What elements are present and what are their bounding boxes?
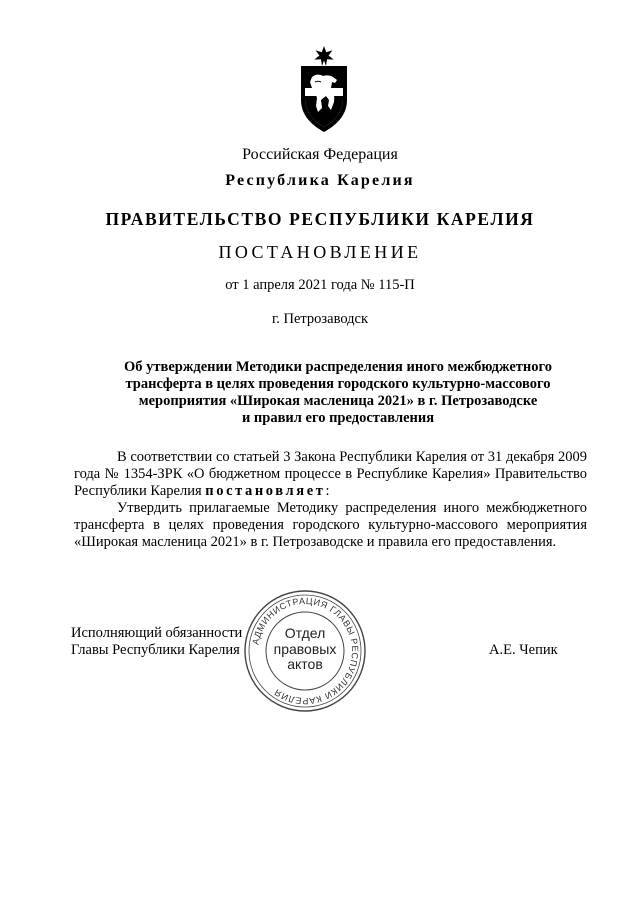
resolution-verb: постановляет — [205, 483, 326, 499]
document-body — [74, 449, 587, 551]
signatory-name: А.Е. Чепик — [489, 642, 558, 658]
stamp-ring-text: АДМИНИСТРАЦИЯ ГЛАВЫ РЕСПУБЛИКИ КАРЕЛИЯ — [250, 595, 361, 707]
republic-name: Республика Карелия — [225, 172, 415, 189]
document-type: ПОСТАНОВЛЕНИЕ — [218, 242, 422, 262]
body-paragraph-1 — [74, 449, 587, 500]
document-subject — [60, 359, 616, 427]
document-date-number: от 1 апреля 2021 года № 115-П — [225, 277, 415, 293]
stamp-line: Отдел — [284, 625, 326, 641]
subject-line: мероприятия «Широкая масленица 2021» в г. Петрозаводске — [138, 393, 538, 409]
coat-of-arms-emblem — [295, 44, 353, 134]
subject-line: трансферта в целях проведения городского культурно-массового — [125, 376, 551, 392]
signatory-title-line: Исполняющий обязанности — [71, 625, 243, 641]
subject-line: Об утверждении Методики распределения иного межбюджетного — [124, 359, 552, 375]
paragraph-punctuation: : — [325, 483, 330, 499]
country-name: Российская Федерация — [242, 146, 398, 163]
body-paragraph-2: Утвердить прилагаемые Методику распределения иного межбюджетного трансферта в целях проведения городского культурно-массового мероприятия «Широкая масленица 2021» в г. Петрозаводске и правила его предоставления. — [74, 500, 587, 550]
signatory-title — [71, 625, 242, 659]
official-stamp — [242, 588, 368, 714]
government-title: ПРАВИТЕЛЬСТВО РЕСПУБЛИКИ КАРЕЛИЯ — [105, 209, 535, 229]
stamp-line: актов — [287, 656, 323, 672]
document-city: г. Петрозаводск — [271, 311, 369, 327]
stamp-line: правовых — [273, 641, 337, 657]
subject-line: и правил его предоставления — [241, 410, 435, 426]
emblem-star — [314, 46, 333, 66]
paragraph-text: В соответствии со статьей 3 Закона Республики Карелия от 31 декабря 2009 года № 1354-ЗРК «О бюджетном процессе в Республике Карелия» Правительство Республики Карелия — [74, 449, 587, 499]
signatory-title-line: Главы Республики Карелия — [71, 642, 240, 658]
